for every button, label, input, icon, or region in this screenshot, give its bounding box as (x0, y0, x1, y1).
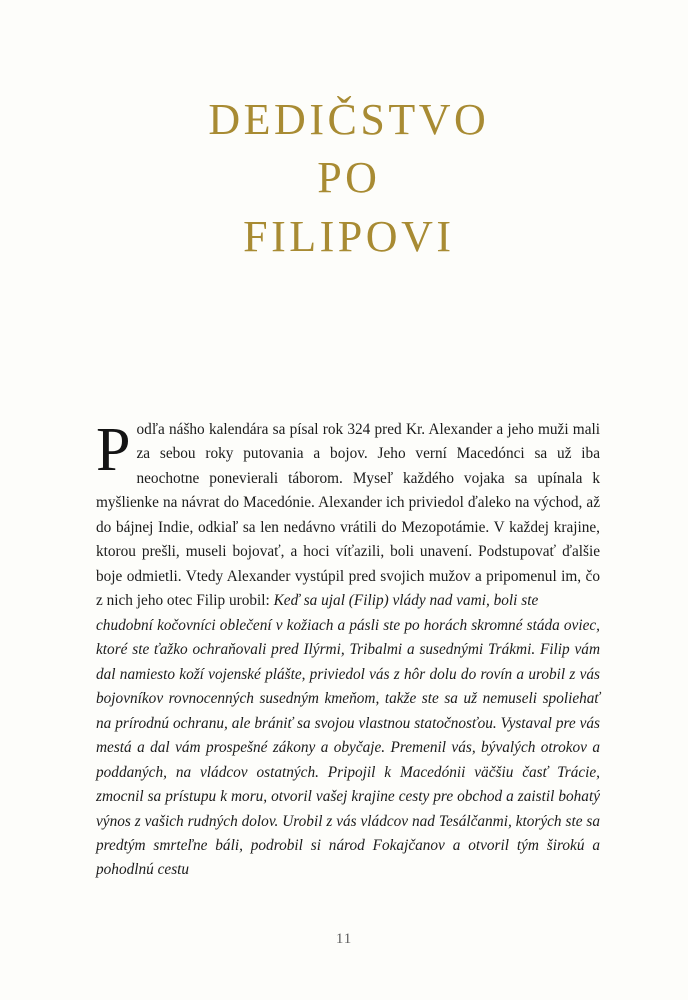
chapter-title-line-1: DEDIČSTVO (208, 95, 490, 144)
page-number: 11 (335, 931, 353, 947)
opening-paragraph-text: odľa nášho kalendára sa písal rok 324 pred Kr. Alexander a jeho muži mali za sebou roky putovania a bojov. Jeho verní Macedónci sa už iba neochotne ponevierali táborom. Myseľ každého vojaka sa upínala k myšlienke na návrat do Macedónie. Alexander ich priviedol ďaleko na východ, až do bájnej Indie, odkiaľ sa len nedávno vrátili do Mezopotámie. V každej krajine, ktorou prešli, museli bojovať, a hoci víťazili, boli unavení. Podstupovať ďalšie boje odmietli. Vtedy Alexander vystúpil pred svojich mužov a pripomenul im, čo z nich jeho otec Filip urobil: (96, 421, 600, 610)
chapter-title (0, 92, 688, 265)
quotation-paragraph: chudobní kočovníci oblečení v kožiach a pásli ste po horách skromné stáda oviec, ktoré ste ťažko ochraňovali pred Ilýrmi, Tribalmi a susednými Trákmi. Filip vám dal namiesto koží vojenské plášte, priviedol vás z hôr dolu do rovín a urobil z vás bojovníkov rovnocenných susedným kmeňom, takže ste sa už nemuseli spoliehať na prírodnú ochranu, ale brániť sa svojou vlastnou statočnosťou. Vystaval pre vás mestá a dal vám prospešné zákony a obyčaje. Premenil vás, bývalých otrokov a poddaných, na vládcov ostatných. Pripojil k Macedónii väčšiu časť Trácie, zmocnil sa prístupu k moru, otvoril vašej krajine cesty pre obchod a zaistil bohatý výnos z vašich rudných dolov. Urobil z vás vládcov nad Tesálčanmi, ktorých ste sa predtým smrteľne báli, podrobil si národ Fokajčanov a otvoril tým širokú a pohodlnú cestu (96, 616, 600, 879)
chapter-title-line-3: FILIPOVI (243, 211, 455, 261)
body-text-block (96, 418, 600, 883)
opening-paragraph (96, 418, 600, 614)
drop-cap: P (96, 416, 131, 484)
chapter-title-line-2: PO (317, 153, 381, 203)
quote-first-line: Keď sa ujal (Filip) vlády nad vami, boli ste (273, 592, 539, 610)
